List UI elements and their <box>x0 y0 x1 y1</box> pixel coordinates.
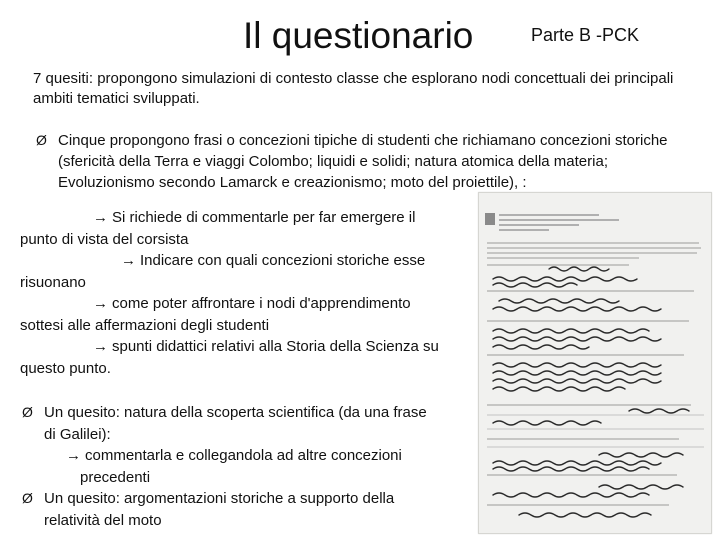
right-arrow-icon: → <box>121 252 136 269</box>
sub-point-line2: sottesi alle affermazioni degli studenti <box>20 316 270 334</box>
sub-point <box>20 293 478 336</box>
sub-point <box>20 207 478 250</box>
bullet-relativita <box>22 488 472 531</box>
sub-points <box>20 207 478 379</box>
scanned-page-graphic <box>479 193 711 533</box>
sub-point-line2: punto di vista del corsista <box>20 230 189 248</box>
scanned-questionnaire-image <box>478 192 712 534</box>
sub-point-line1: spunti didattici relativi alla Storia della Scienza su <box>112 338 439 355</box>
bullet-arrow-icon: Ø <box>22 490 33 506</box>
handwritten-answers <box>493 267 689 517</box>
sub-point-line2: risuonano <box>20 273 86 291</box>
bullet-galilei <box>22 402 472 445</box>
sub-point-line1: Indicare con quali concezioni storiche esse <box>140 252 426 269</box>
page-subtitle: Parte B -PCK <box>531 25 640 45</box>
bullet-arrow-icon: Ø <box>36 132 47 148</box>
lower-bullets <box>22 402 472 531</box>
galilei-sub-line1: commentarla e collegandola ad altre concezioni <box>85 447 402 464</box>
bullet-cinque-text: Cinque propongono frasi o concezioni tipiche di studenti che richiamano concezioni storiche (sfericità della Terra e viaggi Colombo; liquidi e solidi; natura atomica della materia; Evoluzionismo secondo Lamarck e creazionismo; moto del proiettile), : <box>58 132 668 191</box>
bullet-galilei-line1: Un quesito: natura della scoperta scientifica (da una frase <box>44 404 427 421</box>
logo-icon <box>485 213 495 225</box>
sub-point-line2: questo punto. <box>20 359 111 377</box>
right-arrow-icon: → <box>66 447 81 464</box>
right-arrow-icon: → <box>93 338 108 355</box>
sub-point-line1: Si richiede di commentarle per far emergere il <box>112 209 416 226</box>
answer-rule-lines <box>487 415 704 447</box>
bullet-relativita-line1: Un quesito: argomentazioni storiche a supporto della <box>44 490 395 507</box>
sub-point <box>20 250 478 293</box>
galilei-sub-point <box>22 445 472 467</box>
sub-point <box>20 336 478 379</box>
bullet-relativita-line2: relatività del moto <box>44 511 162 529</box>
intro-paragraph: 7 quesiti: propongono simulazioni di contesto classe che esplorano nodi concettuali dei principali ambiti tematici sviluppati. <box>33 70 674 107</box>
bullet-galilei-line2: di Galilei): <box>44 425 111 443</box>
sub-point-line1: come poter affrontare i nodi d'apprendimento <box>112 295 411 312</box>
printed-question-lines <box>487 243 701 505</box>
right-arrow-icon: → <box>93 295 108 312</box>
bullet-arrow-icon: Ø <box>22 404 33 420</box>
bullet-cinque <box>36 130 676 193</box>
printed-header <box>499 215 619 230</box>
right-arrow-icon: → <box>93 209 108 226</box>
galilei-sub-line2: precedenti <box>80 468 151 486</box>
page-title: Il questionario <box>243 15 474 56</box>
